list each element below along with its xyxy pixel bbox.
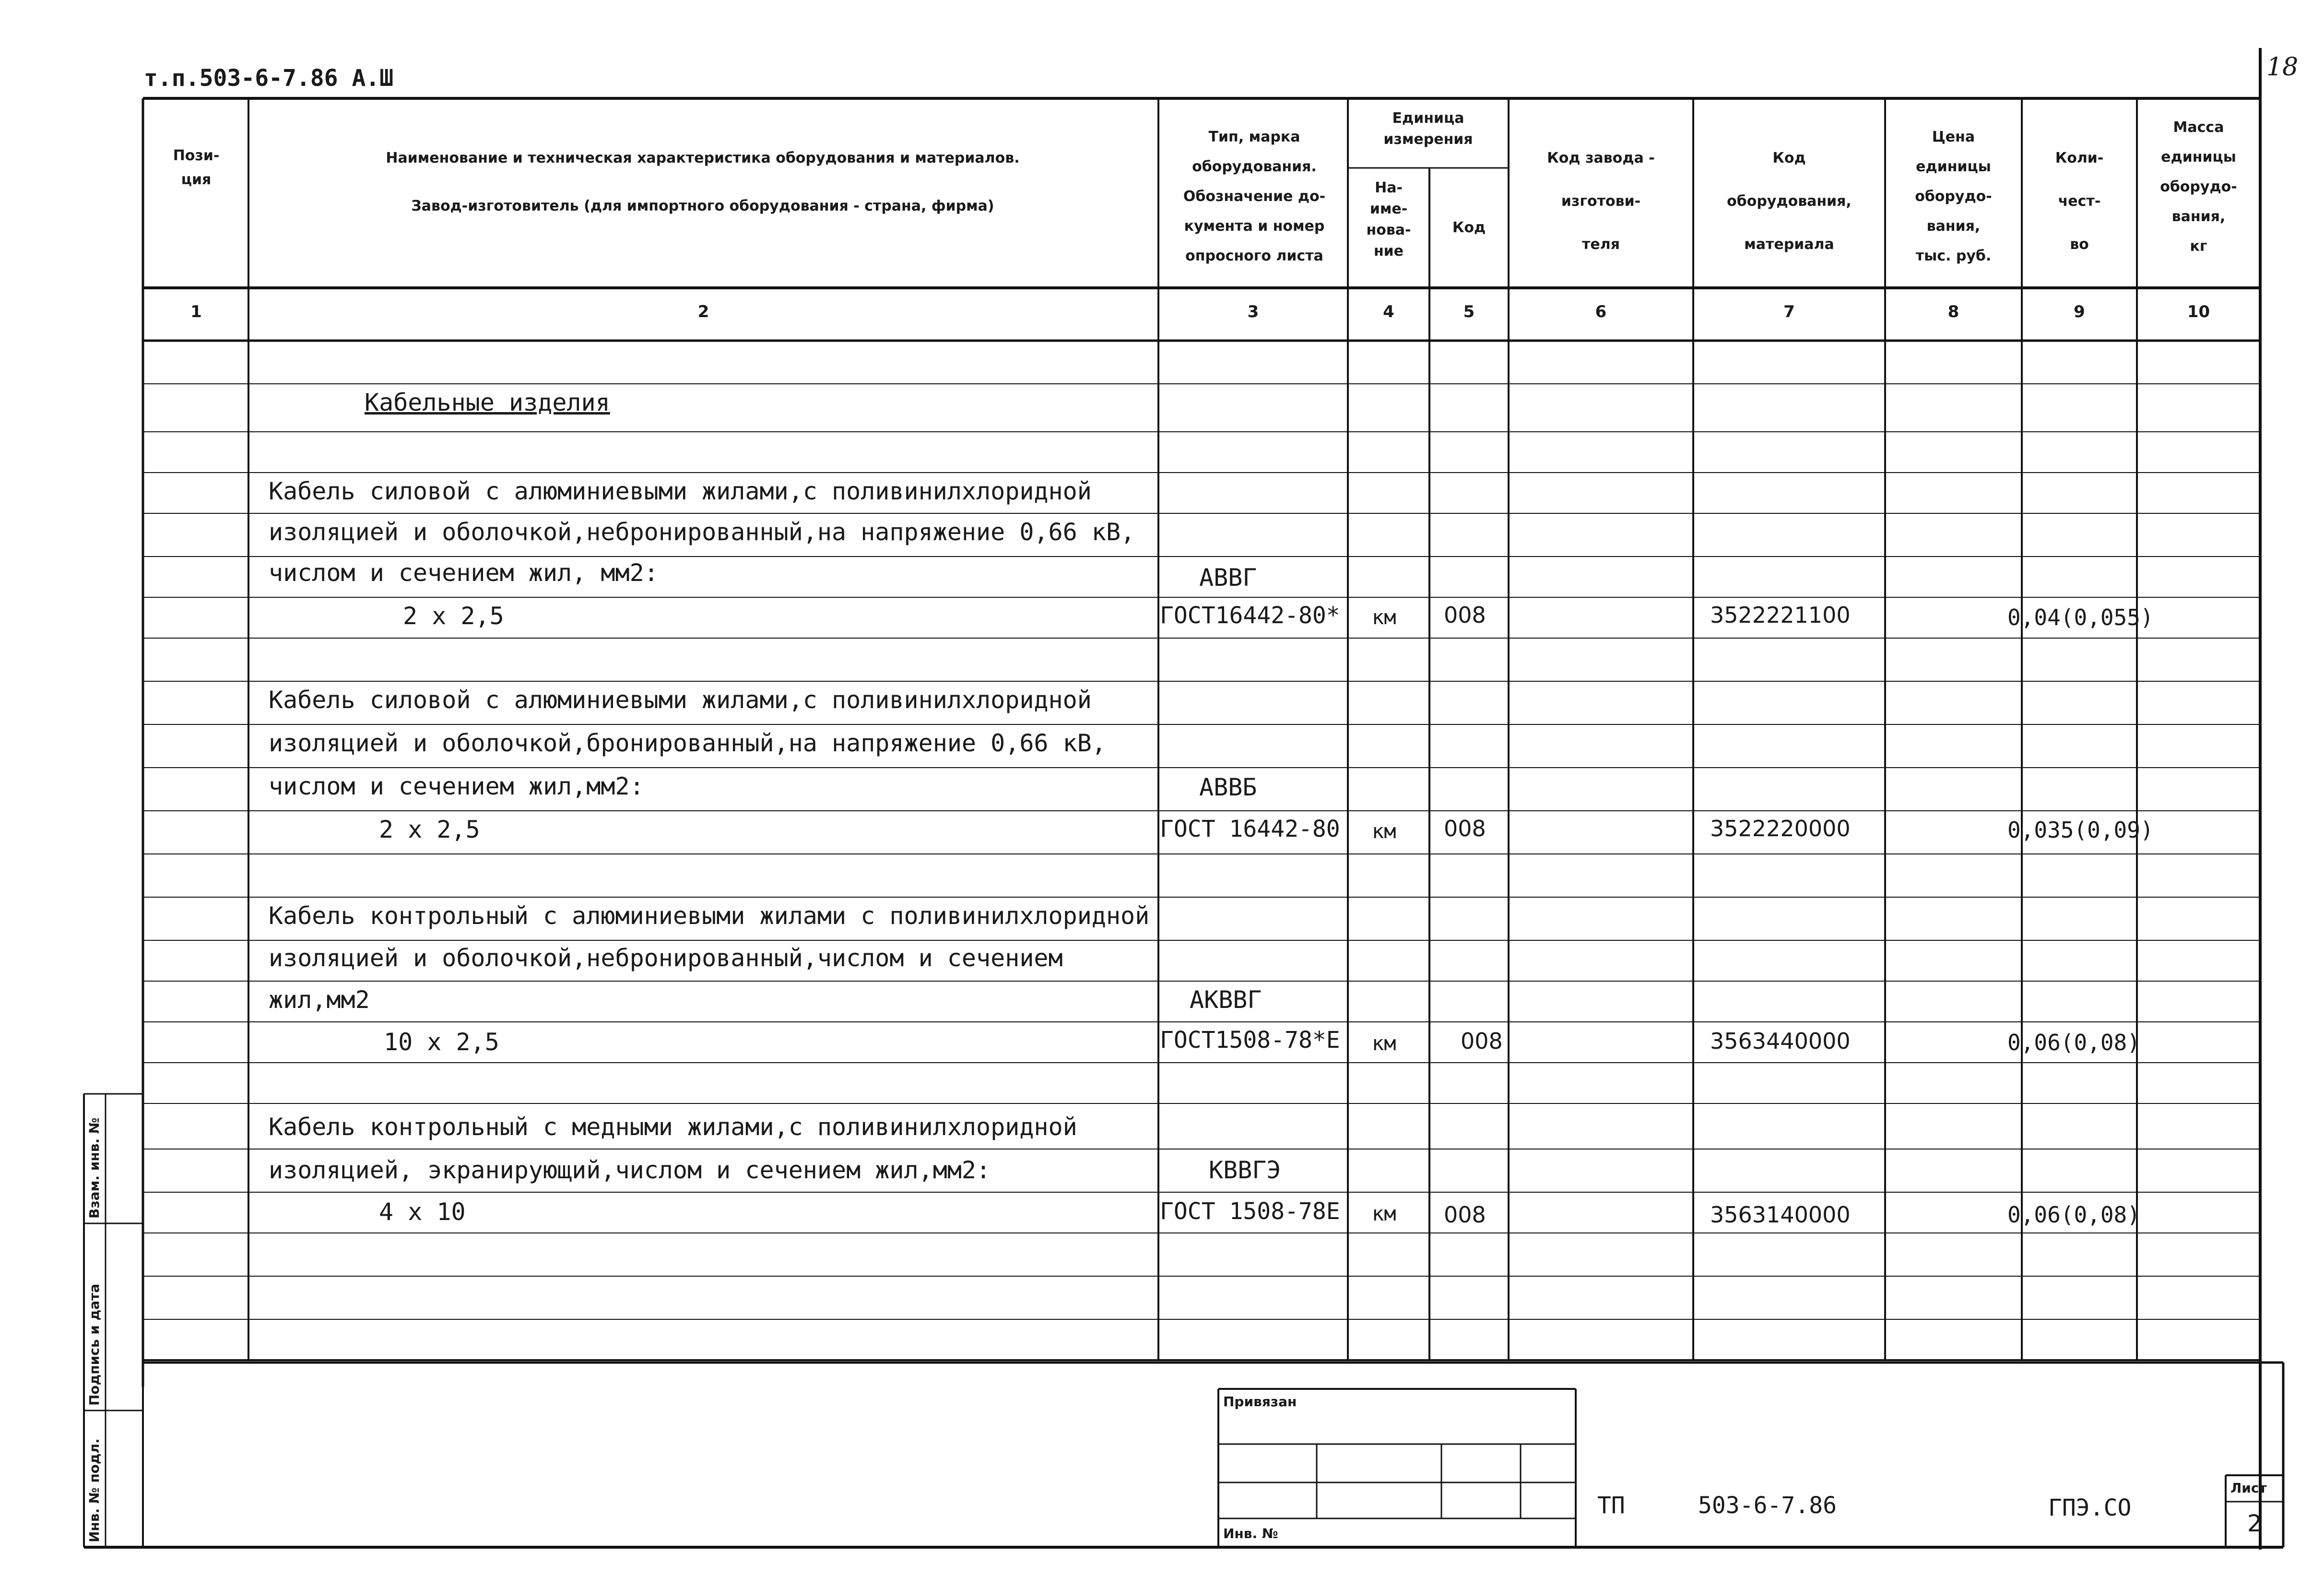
- item-standard: ГОСТ1508-78*Е: [1160, 1027, 1340, 1054]
- header-unit-code: Код: [1452, 219, 1486, 236]
- side-label-replaced-inventory: Взам. инв. №: [86, 1117, 102, 1219]
- item-unit: км: [1372, 819, 1396, 843]
- item-description-line: Кабель силовой с алюминиевыми жилами,с поливинилхлоридной: [269, 477, 1092, 505]
- item-type: АВВГ: [1199, 564, 1257, 592]
- column-number: 8: [1947, 302, 1959, 321]
- item-type: АКВВГ: [1190, 986, 1262, 1014]
- item-size: 10 x 2,5: [384, 1028, 499, 1056]
- item-description-line: Кабель контрольный с медными жилами,с поливинилхлоридной: [269, 1113, 1077, 1141]
- header-mass: Масса единицы оборудо- вания, кг: [2160, 119, 2237, 255]
- item-size: 2 x 2,5: [403, 602, 504, 630]
- document-code: т.п.503-6-7.86 А.Ш: [144, 65, 394, 92]
- stamp-tp: ТП: [1597, 1492, 1625, 1519]
- item-material-code: 3563440000: [1710, 1028, 1851, 1054]
- column-number: 9: [2074, 302, 2085, 321]
- stamp-inv-no: Инв. №: [1223, 1526, 1278, 1541]
- column-number: 5: [1463, 302, 1475, 321]
- column-number: 1: [190, 302, 202, 321]
- item-description-line: Кабель силовой с алюминиевыми жилами,с поливинилхлоридной: [269, 686, 1092, 714]
- item-standard: ГОСТ16442-80*: [1160, 602, 1340, 629]
- item-quantity: 0,035(0,09): [2007, 817, 2154, 843]
- stamp-document-code: ГПЭ.СО: [2048, 1494, 2132, 1521]
- item-unit-code: 008: [1444, 816, 1486, 841]
- column-number: 2: [697, 302, 709, 321]
- item-unit-code: 008: [1461, 1028, 1503, 1054]
- item-unit-code: 008: [1444, 1202, 1486, 1228]
- column-number: 10: [2187, 302, 2210, 321]
- stamp-sheet-label: Лист: [2230, 1480, 2267, 1496]
- column-number: 4: [1383, 302, 1394, 321]
- item-standard: ГОСТ 16442-80: [1160, 816, 1340, 842]
- header-quantity: Коли- чест- во: [2055, 150, 2104, 253]
- header-manufacturer-code: Код завода - изготови- теля: [1547, 150, 1655, 253]
- item-description-line: изоляцией и оболочкой,небронированный,на напряжение 0,66 кВ,: [269, 518, 1135, 546]
- item-description-line: изоляцией, экранирующий,числом и сечением жил,мм2:: [269, 1156, 991, 1184]
- item-description-line: числом и сечением жил, мм2:: [269, 559, 659, 587]
- section-title: Кабельные изделия: [365, 389, 610, 416]
- header-name-line2: Завод-изготовитель (для импортного оборудования - страна, фирма): [411, 198, 994, 214]
- item-type: АВВБ: [1199, 773, 1257, 801]
- item-quantity: 0,06(0,08): [2007, 1030, 2140, 1055]
- item-description-line: изоляцией и оболочкой,бронированный,на напряжение 0,66 кВ,: [269, 729, 1106, 757]
- column-number: 7: [1783, 302, 1795, 321]
- item-material-code: 3522221100: [1710, 602, 1851, 628]
- column-number: 6: [1595, 302, 1607, 321]
- side-label-signature-date: Подпись и дата: [86, 1283, 102, 1406]
- item-quantity: 0,04(0,055): [2007, 604, 2154, 630]
- header-name-line1: Наименование и техническая характеристика оборудования и материалов.: [386, 150, 1020, 166]
- page-number: 18: [2266, 53, 2299, 82]
- item-size: 4 x 10: [379, 1198, 466, 1226]
- item-description-line: числом и сечением жил,мм2:: [269, 772, 644, 800]
- item-unit: км: [1372, 1031, 1396, 1055]
- item-material-code: 3563140000: [1710, 1202, 1851, 1228]
- item-unit: км: [1372, 1202, 1396, 1225]
- item-quantity: 0,06(0,08): [2007, 1202, 2140, 1228]
- item-type: КВВГЭ: [1209, 1156, 1281, 1184]
- stamp-privyazan: Привязан: [1223, 1394, 1297, 1410]
- item-description-line: Кабель контрольный с алюминиевыми жилами с поливинилхлоридной: [269, 902, 1150, 930]
- side-label-inventory-number: Инв. № подл.: [86, 1438, 102, 1542]
- column-number: 3: [1247, 302, 1259, 321]
- header-unit-group: Единица измерения: [1383, 110, 1473, 148]
- header-equipment-code: Код оборудования, материала: [1727, 150, 1852, 253]
- item-description-line: изоляцией и оболочкой,небронированный,числом и сечением: [269, 944, 1063, 972]
- item-standard: ГОСТ 1508-78Е: [1160, 1198, 1340, 1225]
- item-description-line: жил,мм2: [269, 986, 370, 1014]
- header-type: Тип, марка оборудования. Обозначение до- кумента и номер опросного листа: [1183, 129, 1326, 264]
- stamp-project-number: 503-6-7.86: [1698, 1492, 1837, 1519]
- header-price: Цена единицы оборудо- вания, тыс. руб.: [1915, 129, 1992, 264]
- item-unit-code: 008: [1444, 602, 1486, 628]
- stamp-sheet-number: 2: [2247, 1510, 2262, 1537]
- item-size: 2 x 2,5: [379, 816, 480, 843]
- item-material-code: 3522220000: [1710, 816, 1851, 841]
- header-position: Пози- ция: [173, 147, 220, 188]
- header-unit-name: На- име- нова- ние: [1366, 179, 1411, 260]
- item-unit: км: [1372, 605, 1396, 629]
